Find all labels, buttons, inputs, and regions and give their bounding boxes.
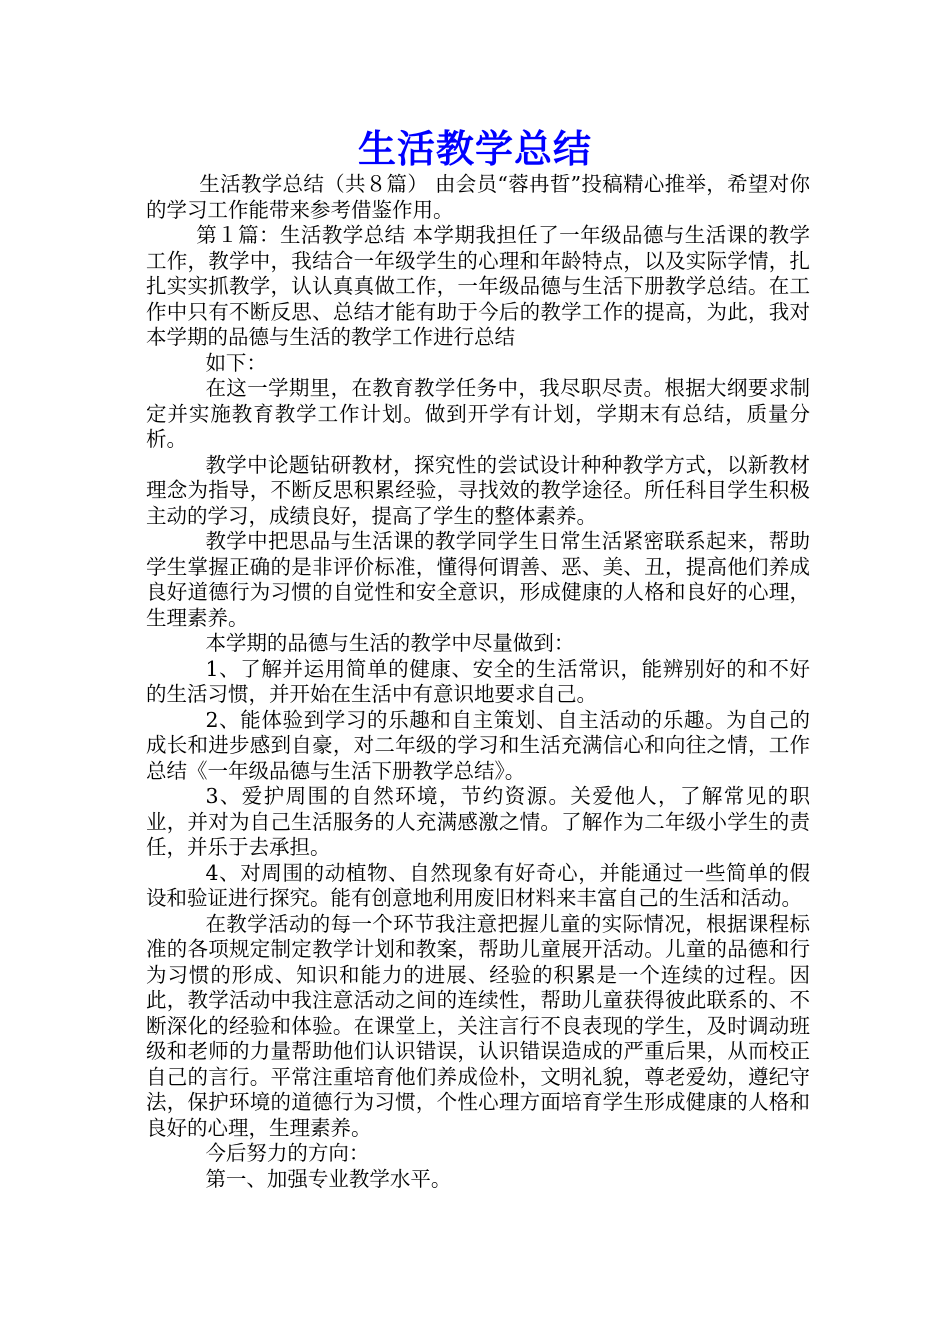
- paragraph-future-direction: 今后努力的方向：: [205, 1141, 370, 1165]
- paragraph-goals-intro: 本学期的品德与生活的教学中尽量做到：: [205, 631, 575, 655]
- paragraph-section-1: 第１篇：生活教学总结 本学期我担任了一年级品德与生活课的教学工作，教学中，我结合一年级学生的心理和年龄特点，以及实际学情，扎扎实实抓教学，认认真真做工作，一年级品德与生活下册教学总结。在工作中只有不断反思、总结才能有助于今后的教学工作的提高，为此，我对本学期的品德与生活的教学工作进行总结: [146, 223, 810, 349]
- paragraph-teaching-activities: 在教学活动的每一个环节我注意把握儿童的实际情况，根据课程标准的各项规定制定教学计划和教案，帮助儿童展开活动。儿童的品德和行为习惯的形成、知识和能力的进展、经验的积累是一个连续的过程。因此，教学活动中我注意活动之间的连续性，帮助儿童获得彼此联系的、不断深化的经验和体验。在课堂上，关注言行不良表现的学生，及时调动班级和老师的力量帮助他们认识错误，认识错误造成的严重后果，从而校正自己的言行。平常注重培育他们养成俭朴，文明礼貌，尊老爱幼，遵纪守法，保护环境的道德行为习惯，个性心理方面培育学生形成健康的人格和良好的心理，生理素养。: [146, 911, 810, 1140]
- paragraph-duties: 在这一学期里，在教育教学任务中，我尽职尽责。根据大纲要求制定并实施教育教学工作计划。做到开学有计划，学期末有总结，质量分析。: [146, 376, 810, 451]
- list-item-goal-3: 3、爱护周围的自然环境，节约资源。关爱他人，了解常见的职业，并对为自己生活服务的人充满感激之情。了解作为二年级小学生的责任，并乐于去承担。: [146, 784, 810, 859]
- paragraph-first-point: 第一、加强专业教学水平。: [205, 1166, 452, 1191]
- paragraph-as-follows: 如下：: [205, 350, 267, 375]
- paragraph-daily-life: 教学中把思品与生活课的教学同学生日常生活紧密联系起来，帮助学生掌握正确的是非评价标准，懂得何谓善、恶、美、丑，提高他们养成良好道德行为习惯的自觉性和安全意识，形成健康的人格和良好的心理，生理素养。: [146, 529, 810, 630]
- list-item-goal-1: 1、了解并运用简单的健康、安全的生活常识，能辨别好的和不好的生活习惯，并开始在生活中有意识地要求自己。: [146, 656, 810, 706]
- document-body: [146, 172, 810, 1192]
- document-title: 生活教学总结: [357, 127, 592, 171]
- list-item-goal-4: 4、对周围的动植物、自然现象有好奇心，并能通过一些简单的假设和验证进行探究。能有创意地利用废旧材料来丰富自己的生活和活动。: [146, 860, 810, 910]
- paragraph-teaching-methods: 教学中论题钻研教材，探究性的尝试设计种种教学方式，以新教材理念为指导，不断反思积累经验，寻找效的教学途径。所任科目学生积极主动的学习，成绩良好，提高了学生的整体素养。: [146, 452, 810, 528]
- list-item-goal-2: 2、能体验到学习的乐趣和自主策划、自主活动的乐趣。为自己的成长和进步感到自豪，对二年级的学习和生活充满信心和向往之情，工作总结《一年级品德与生活下册教学总结》。: [146, 707, 810, 783]
- paragraph-intro: 生活教学总结（共８篇） 由会员“蓉冉晢”投稿精心推举，希望对你的学习工作能带来参考借鉴作用。: [146, 172, 810, 222]
